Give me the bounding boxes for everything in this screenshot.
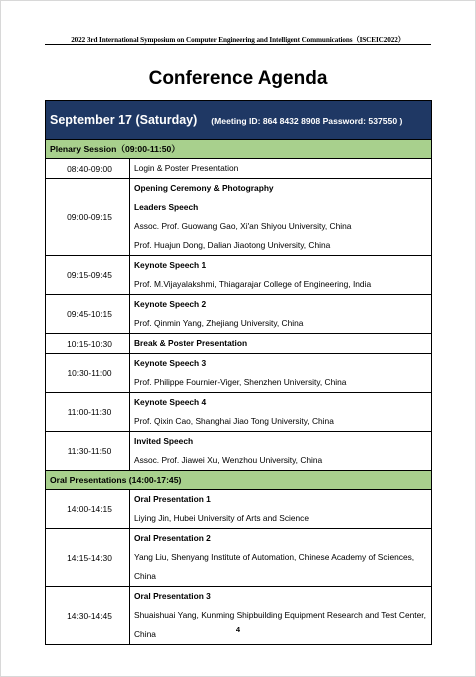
activity-cell	[130, 256, 432, 295]
day-date: September 17 (Saturday)	[50, 113, 198, 127]
activity-title: Invited Speech	[134, 436, 194, 446]
activity-title: Keynote Speech 4	[134, 397, 207, 407]
activity-title: Keynote Speech 3	[134, 358, 207, 368]
running-header: 2022 3rd International Symposium on Computer Engineering and Intelligent Communications（ISCEIC2022）	[71, 36, 405, 44]
time-cell: 10:15-10:30	[46, 334, 130, 354]
agenda-row	[46, 354, 432, 393]
time-cell: 09:45-10:15	[46, 295, 130, 334]
activity-title: Keynote Speech 1	[134, 260, 207, 270]
page-number: 4	[235, 625, 241, 634]
agenda-row	[46, 179, 432, 256]
day-header-row	[46, 101, 432, 140]
section-header-row	[46, 471, 432, 490]
section-title: Oral Presentations (14:00-17:45)	[46, 471, 432, 490]
agenda-row	[46, 159, 432, 179]
time-cell: 11:00-11:30	[46, 393, 130, 432]
agenda-row	[46, 334, 432, 354]
agenda-row	[46, 295, 432, 334]
time-cell: 10:30-11:00	[46, 354, 130, 393]
agenda-table	[45, 100, 432, 645]
agenda-row	[46, 490, 432, 529]
activity-title: Oral Presentation 3	[134, 591, 211, 601]
activity-cell	[130, 432, 432, 471]
activity-cell	[130, 179, 432, 256]
speaker-line: Assoc. Prof. Guowang Gao, Xi'an Shiyou University, China	[134, 221, 352, 231]
time-cell: 09:00-09:15	[46, 179, 130, 256]
agenda-body	[46, 101, 432, 645]
agenda-row	[46, 393, 432, 432]
speaker-line: Yang Liu, Shenyang Institute of Automation, Chinese Academy of Sciences, China	[134, 552, 415, 581]
day-header-cell	[46, 101, 432, 140]
activity-cell	[130, 295, 432, 334]
time-cell: 14:00-14:15	[46, 490, 130, 529]
speaker-line: Prof. M.Vijayalakshmi, Thiagarajar College of Engineering, India	[134, 279, 372, 289]
meeting-info: (Meeting ID: 864 8432 8908 Password: 537550 )	[211, 116, 403, 126]
activity-title: Keynote Speech 2	[134, 299, 207, 309]
agenda-row	[46, 587, 432, 645]
section-header-row	[46, 140, 432, 159]
speaker-line: Login & Poster Presentation	[134, 163, 239, 173]
time-cell: 09:15-09:45	[46, 256, 130, 295]
speaker-line: Prof. Philippe Fournier-Viger, Shenzhen University, China	[134, 377, 347, 387]
speaker-line: Prof. Huajun Dong, Dalian Jiaotong University, China	[134, 240, 331, 250]
speaker-line: Prof. Qinmin Yang, Zhejiang University, China	[134, 318, 304, 328]
activity-title: Oral Presentation 2	[134, 533, 211, 543]
activity-cell	[130, 334, 432, 354]
speaker-line: Shuaishuai Yang, Kunming Shipbuilding Equipment Research and Test Center, China	[134, 610, 426, 639]
activity-cell	[130, 587, 432, 645]
time-cell: 14:15-14:30	[46, 529, 130, 587]
section-title: Plenary Session（09:00-11:50）	[46, 140, 432, 159]
time-cell: 08:40-09:00	[46, 159, 130, 179]
activity-title: Oral Presentation 1	[134, 494, 211, 504]
agenda-row	[46, 529, 432, 587]
page-title: Conference Agenda	[148, 68, 328, 89]
time-cell: 11:30-11:50	[46, 432, 130, 471]
activity-title: Opening Ceremony & Photography	[134, 183, 274, 193]
activity-title: Leaders Speech	[134, 202, 199, 212]
agenda-row	[46, 256, 432, 295]
activity-cell	[130, 159, 432, 179]
speaker-line: Liying Jin, Hubei University of Arts and Science	[134, 513, 310, 523]
activity-title: Break & Poster Presentation	[134, 338, 248, 348]
activity-cell	[130, 393, 432, 432]
header-rule	[45, 44, 431, 45]
activity-cell	[130, 490, 432, 529]
agenda-row	[46, 432, 432, 471]
activity-cell	[130, 529, 432, 587]
time-cell: 14:30-14:45	[46, 587, 130, 645]
activity-cell	[130, 354, 432, 393]
speaker-line: Prof. Qixin Cao, Shanghai Jiao Tong University, China	[134, 416, 334, 426]
speaker-line: Assoc. Prof. Jiawei Xu, Wenzhou University, China	[134, 455, 323, 465]
